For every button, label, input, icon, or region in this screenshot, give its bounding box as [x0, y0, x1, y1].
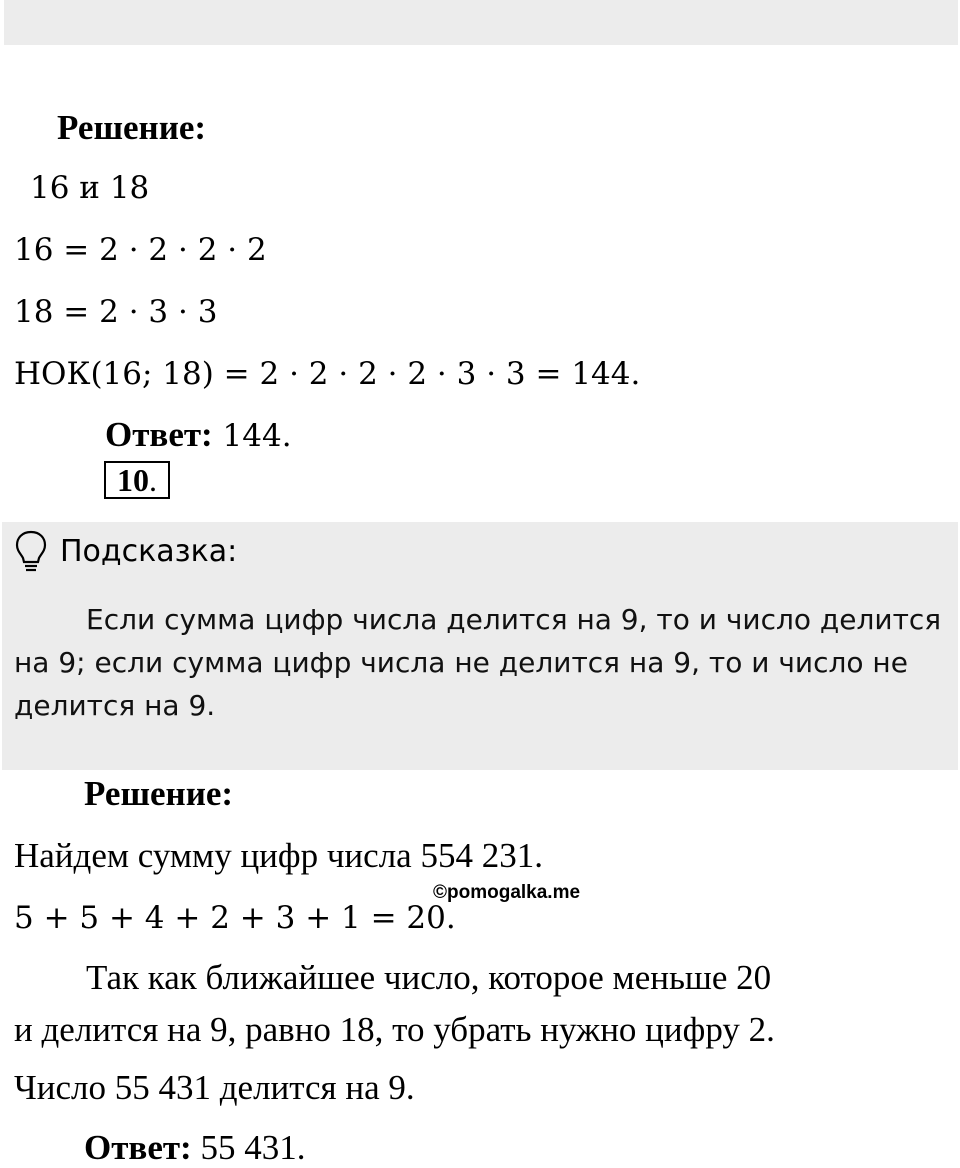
lightbulb-icon — [14, 530, 48, 574]
since-line-2: и делится на 9, равно 18, то убрать нужно цифру 2. — [14, 1010, 775, 1049]
hint-text-body: Если сумма цифр числа делится на 9, то и число делится на 9; если сумма цифр числа не делится на 9, то и число не делится на 9. — [14, 603, 942, 722]
lcm-line: НОК(16; 18) = 2 · 2 · 2 · 2 · 3 · 3 = 144. — [14, 356, 641, 392]
result-line: Число 55 431 делится на 9. — [14, 1068, 415, 1107]
answer-value-2: 55 431. — [191, 1128, 306, 1167]
hint-title: Подсказка: — [60, 534, 238, 569]
task-number-suffix: . — [149, 462, 157, 498]
answer-label-2: Ответ: — [84, 1128, 192, 1167]
answer-line-2 — [84, 1128, 305, 1168]
answer-line-1 — [105, 415, 292, 456]
task-number-box — [104, 461, 170, 499]
answer-value: 144. — [212, 418, 292, 454]
answer-label: Ответ: — [105, 415, 213, 454]
sum-line: 5 + 5 + 4 + 2 + 3 + 1 = 20. — [14, 900, 456, 936]
solution-heading-2: Решение: — [84, 774, 234, 813]
find-sum-line: Найдем сумму цифр числа 554 231. — [14, 836, 543, 875]
task-number: 10 — [117, 462, 149, 498]
hint-text — [14, 598, 944, 727]
solution-heading: Решение: — [57, 108, 207, 147]
since-line-1: Так как ближайшее число, которое меньше 20 — [86, 958, 772, 997]
top-gray-band — [4, 0, 958, 45]
factorization-16: 16 = 2 · 2 · 2 · 2 — [14, 232, 267, 268]
numbers-line: 16 и 18 — [30, 170, 150, 206]
factorization-18: 18 = 2 · 3 · 3 — [14, 294, 218, 330]
watermark: ©pomogalka.me — [433, 882, 581, 903]
